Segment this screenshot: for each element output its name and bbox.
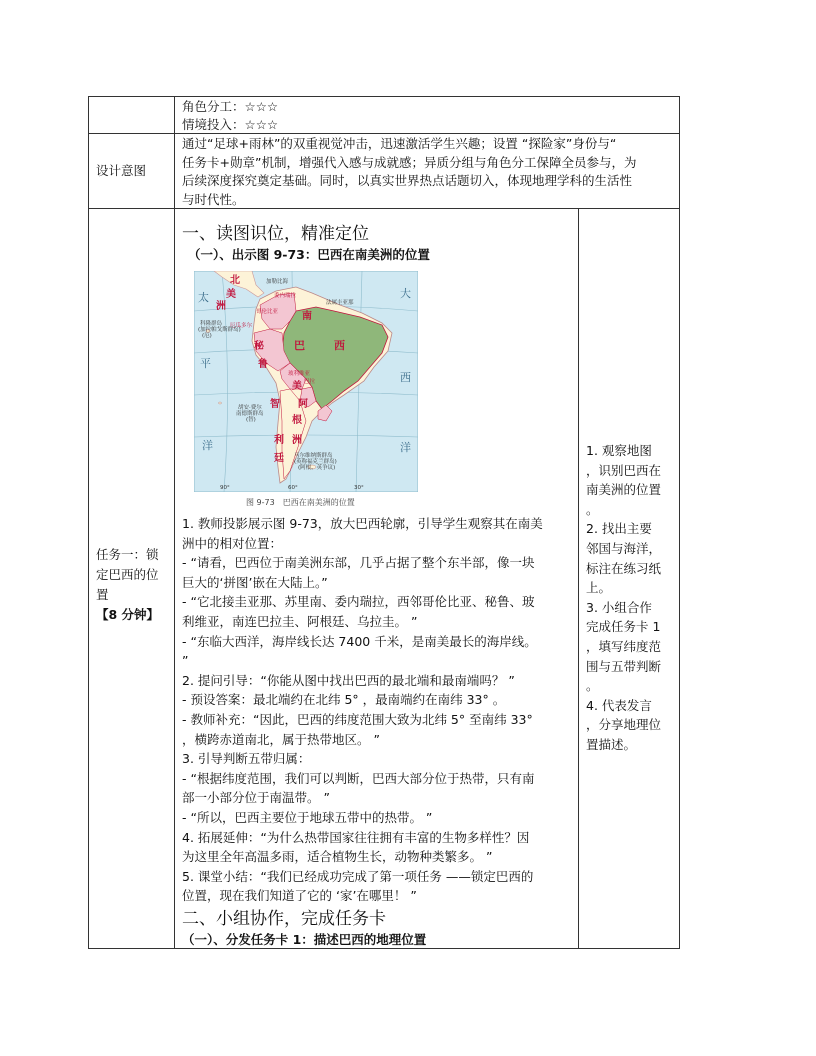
step-line: - “所以，巴西主要位于地球五带中的热带。 ”	[182, 809, 433, 825]
map-label-caribbean: 加勒比海	[266, 279, 289, 285]
step-line: - 教师补充：“因此，巴西的纬度范围大致为北纬 5° 至南纬 33°	[182, 711, 533, 727]
map-label-galapagos: (厄)	[202, 333, 212, 339]
map-label-falklands: (阿根、英争议)	[298, 465, 336, 471]
row-divider	[88, 133, 680, 134]
step-line: 洲中的相对位置：	[182, 535, 283, 551]
activity-line: 置描述。	[586, 736, 637, 752]
activity-line: 围与五带判断	[586, 658, 662, 674]
map-label-pacific: 太	[198, 291, 209, 304]
activity-line: 1. 观察地图	[586, 443, 652, 458]
step-line: ，横跨赤道南北，属于热带地区。 ”	[182, 731, 380, 747]
section-2-subtitle: （一）、分发任务卡 1：描述巴西的地理位置	[182, 932, 427, 947]
map-longitude-label: 30°	[354, 485, 364, 491]
map-label-continent: 洲	[216, 301, 226, 312]
step-line: - “它北接圭亚那、苏里南、委内瑞拉，西邻哥伦比亚、秘鲁、玻	[182, 594, 535, 610]
map-caption: 图 9-73 巴西在南美洲的位置	[246, 498, 355, 507]
step-line: 4. 拓展延伸：“为什么热带国家往往拥有丰富的生物多样性？因	[182, 829, 530, 845]
column-divider	[578, 208, 579, 949]
activity-line: 上。	[586, 580, 612, 596]
map-label-brazil: 西	[334, 339, 345, 352]
map-label-guiana: 法属圭亚那	[326, 300, 354, 306]
activity-line: 邻国与海洋，	[586, 540, 662, 556]
activity-line: 。	[586, 501, 599, 517]
map-label-ecuador: 厄瓜多尔	[230, 323, 253, 329]
engagement-line: 情境投入：☆☆☆	[182, 117, 279, 132]
activity-line: 标注在练习纸	[586, 560, 662, 576]
step-line: 5. 课堂小结：“我们已经成功完成了第一项任务 ——锁定巴西的	[182, 868, 534, 884]
activity-line: 南美洲的位置	[586, 482, 662, 498]
step-line: 巨大的‘拼图’嵌在大陆上。”	[182, 574, 328, 590]
brazil-location-map	[194, 271, 418, 492]
step-line: 为这里全年高温多雨，适合植物生长，动物种类繁多。 ”	[182, 849, 493, 865]
section-1-title: 一、读图识位，精准定位	[182, 224, 369, 244]
map-label-america: 美	[226, 289, 236, 300]
map-label-peru: 鲁	[258, 359, 268, 370]
step-line: - “根据纬度范围，我们可以判断，巴西大部分位于热带，只有南	[182, 770, 535, 786]
map-label-falklands: (英称福克兰群岛)	[294, 459, 337, 465]
map-label-pacific: 洋	[202, 439, 213, 452]
map-label-america: 美	[292, 381, 302, 392]
teaching-steps	[182, 514, 543, 906]
map-label-argentina: 廷	[274, 453, 284, 464]
map-label-colombia: 哥伦比亚	[256, 309, 279, 315]
map-label-falklands: 马尔维纳斯群岛	[294, 453, 333, 459]
map-label-galapagos: (加拉帕戈斯群岛)	[198, 327, 241, 333]
table-border-top	[88, 96, 680, 97]
design-line: 通过“足球+雨林”的双重视觉冲击，迅速激活学生兴趣；设置 “探险家”身份与“	[182, 136, 617, 151]
step-line: 3. 引导判断五带归属：	[182, 751, 311, 767]
activity-line: 3. 小组合作	[586, 599, 652, 615]
activity-line: ，填写纬度范	[586, 638, 662, 654]
map-label-chile: 智	[270, 399, 280, 410]
map-label-argentina: 根	[292, 415, 302, 426]
activity-line: 。	[586, 678, 599, 694]
section-1-subtitle: （一）、出示图 9-73：巴西在南美洲的位置	[188, 247, 430, 262]
map-label-juan-fernandez: (智)	[246, 417, 256, 423]
design-line: 后续深度探究奠定基础。同时，以真实世界热点话题切入，体现地理学科的生活性	[182, 173, 633, 188]
map-label-argentina: 阿	[298, 399, 308, 410]
map-label-south: 南	[302, 311, 312, 322]
design-line: 与时代性。	[182, 191, 245, 207]
map-label-galapagos: 科隆群岛	[200, 321, 223, 327]
activity-line: 2. 找出主要	[586, 521, 652, 537]
step-line: 1. 教师投影展示图 9-73，放大巴西轮廓，引导学生观察其在南美	[182, 516, 543, 531]
map-label-juan-fernandez: 胡安·费尔	[238, 405, 262, 411]
column-divider	[174, 96, 175, 949]
activity-line: 完成任务卡 1	[586, 619, 661, 635]
task-label-line: 定巴西的位	[96, 567, 159, 582]
map-label-peru: 秘	[254, 341, 264, 352]
role-assignment-line: 角色分工：☆☆☆	[182, 99, 279, 114]
map-label-north: 北	[230, 275, 240, 286]
design-intent-label: 设计意图	[96, 163, 147, 178]
task-label	[96, 545, 159, 625]
map-label-continent: 洲	[292, 435, 302, 446]
map-label-atlantic: 西	[400, 371, 411, 384]
map-label-pacific: 平	[200, 357, 211, 370]
step-line: 利维亚，南连巴拉圭、阿根廷、乌拉圭。 ”	[182, 613, 418, 629]
table-border-right	[679, 96, 680, 949]
map-label-chile: 利	[274, 435, 284, 446]
step-line: 位置，现在我们知道了它的 ‘家’在哪里！ ”	[182, 888, 417, 904]
activity-line: ，分享地理位	[586, 717, 662, 733]
task-label-line: 任务一：锁	[96, 547, 159, 562]
table-border-left	[88, 96, 89, 949]
map-label-paraguay: 巴拉	[304, 379, 316, 385]
activity-line: ，识别巴西在	[586, 462, 662, 478]
task-time: 【8 分钟】	[96, 607, 160, 622]
map-label-brazil: 巴	[294, 339, 305, 352]
map-label-atlantic: 洋	[400, 441, 411, 454]
step-line: 部一小部分位于南温带。 ”	[182, 790, 330, 806]
section-2-title: 二、小组协作，完成任务卡	[182, 909, 386, 929]
step-line: 2. 提问引导：“你能从图中找出巴西的最北端和最南端吗？ ”	[182, 672, 515, 688]
map-label-atlantic: 大	[400, 287, 411, 300]
design-line: 任务卡+勋章”机制，增强代入感与成就感；异质分组与角色分工保障全员参与，为	[182, 154, 637, 170]
step-line: - “东临大西洋，海岸线长达 7400 千米，是南美最长的海岸线。	[182, 633, 537, 649]
task-label-line: 置	[96, 587, 109, 602]
step-line: ”	[182, 653, 189, 669]
activity-line: 4. 代表发言	[586, 697, 652, 713]
map-longitude-label: 60°	[288, 485, 298, 491]
design-intent-text	[182, 135, 636, 209]
map-label-bolivia: 玻利维亚	[288, 371, 311, 377]
map-label-juan-fernandez: 南德斯群岛	[236, 411, 264, 417]
step-line: - 预设答案：最北端约在北纬 5° ，最南端约在南纬 33° 。	[182, 692, 506, 708]
step-line: - “请看，巴西位于南美洲东部，几乎占据了整个东半部，像一块	[182, 555, 535, 571]
map-label-venezuela: 委内瑞拉	[274, 293, 297, 299]
student-activities	[586, 441, 661, 755]
map-longitude-label: 90°	[220, 485, 230, 491]
